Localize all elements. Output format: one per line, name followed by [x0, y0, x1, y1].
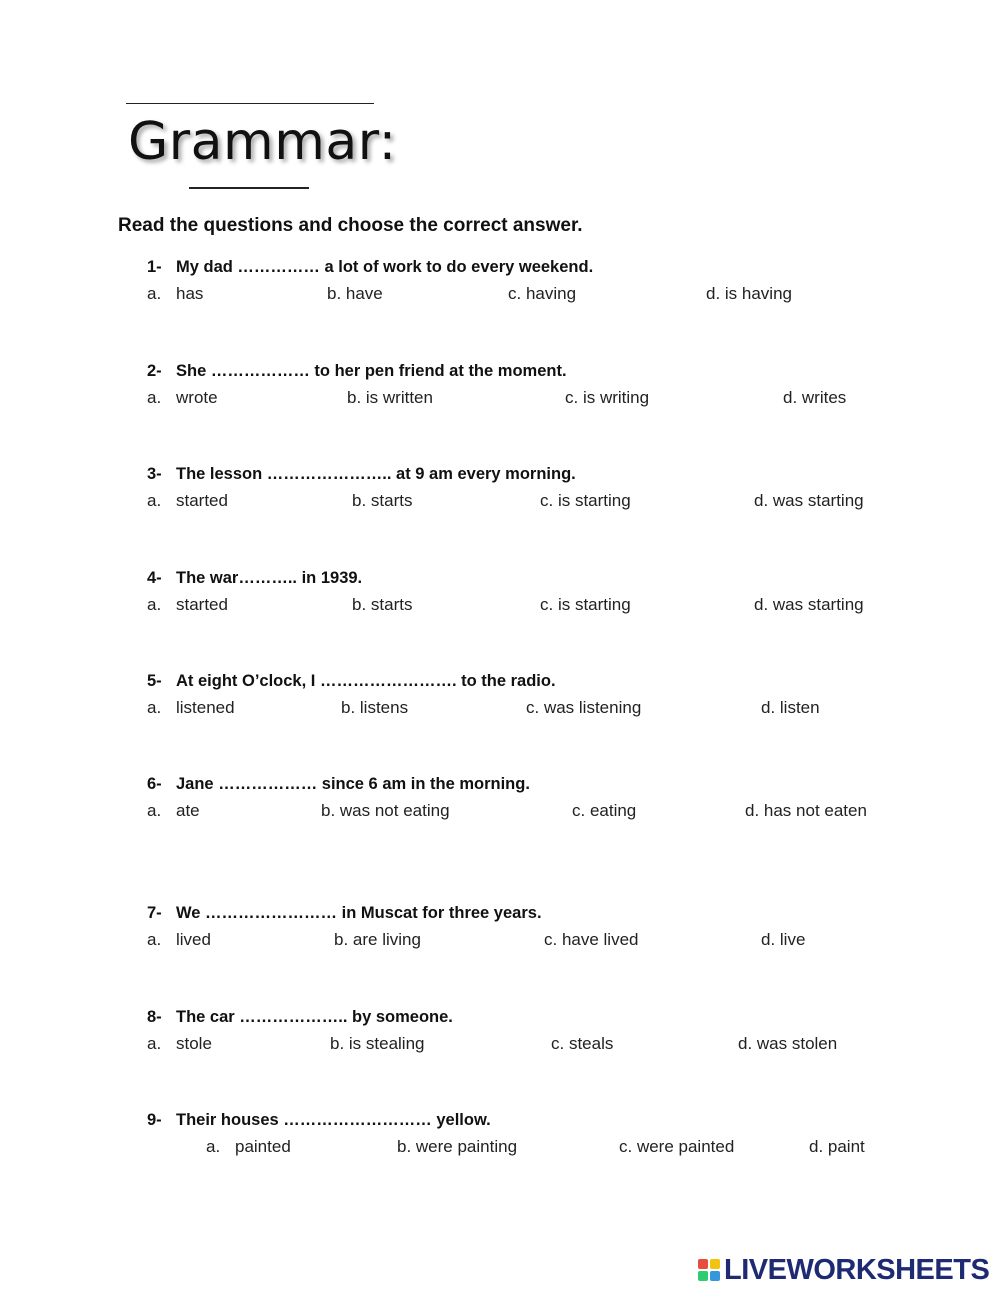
question-number: 3-: [147, 465, 162, 483]
option-c[interactable]: c. was listening: [526, 698, 642, 717]
question-number: 1-: [147, 258, 162, 276]
option-b[interactable]: b. starts: [352, 491, 413, 510]
option-a[interactable]: has: [176, 284, 204, 303]
option-d[interactable]: d. was starting: [754, 491, 864, 510]
option-b[interactable]: b. listens: [341, 698, 409, 717]
option-d[interactable]: d. live: [761, 930, 806, 949]
option-b[interactable]: b. was not eating: [321, 801, 450, 820]
option-b[interactable]: b. were painting: [397, 1137, 518, 1156]
question-number: 4-: [147, 569, 162, 587]
option-b[interactable]: b. are living: [334, 930, 421, 949]
option-a[interactable]: started: [176, 595, 228, 614]
question-3: [0, 465, 1000, 525]
option-a-letter: a.: [206, 1137, 221, 1156]
option-a[interactable]: lived: [176, 930, 211, 949]
question-5: [0, 672, 1000, 732]
question-text: She ……………… to her pen friend at the moment.: [176, 362, 567, 380]
question-2: [0, 362, 1000, 422]
option-a-letter: a.: [147, 595, 162, 614]
question-1: [0, 258, 1000, 318]
question-8: [0, 1008, 1000, 1068]
question-number: 2-: [147, 362, 162, 380]
question-number: 5-: [147, 672, 162, 690]
question-text: Jane ……………… since 6 am in the morning.: [176, 775, 530, 793]
option-d[interactable]: d. listen: [761, 698, 820, 717]
option-a-letter: a.: [147, 698, 162, 717]
question-text: The lesson ………………….. at 9 am every morning.: [176, 465, 576, 483]
liveworksheets-logo-icon: [698, 1259, 720, 1281]
option-a[interactable]: painted: [235, 1137, 291, 1156]
option-a[interactable]: started: [176, 491, 228, 510]
logo-block: [698, 1259, 708, 1269]
option-a-letter: a.: [147, 1034, 162, 1053]
option-a[interactable]: stole: [176, 1034, 212, 1053]
question-text: Their houses ……………………… yellow.: [176, 1111, 491, 1129]
option-d[interactable]: d. is having: [706, 284, 792, 303]
question-9: [0, 1111, 1000, 1171]
option-a[interactable]: wrote: [176, 388, 218, 407]
option-a[interactable]: listened: [176, 698, 235, 717]
question-7: [0, 904, 1000, 964]
question-number: 8-: [147, 1008, 162, 1026]
logo-block: [710, 1259, 720, 1269]
question-text: My dad …………… a lot of work to do every weekend.: [176, 258, 594, 276]
question-text: The car ……………….. by someone.: [176, 1008, 453, 1026]
option-a-letter: a.: [147, 801, 162, 820]
question-text: The war……….. in 1939.: [176, 569, 363, 587]
question-number: 6-: [147, 775, 162, 793]
option-c[interactable]: c. were painted: [619, 1137, 735, 1156]
option-c[interactable]: c. is starting: [540, 595, 631, 614]
option-c[interactable]: c. is starting: [540, 491, 631, 510]
option-b[interactable]: b. is written: [347, 388, 433, 407]
brand-name: LIVEWORKSHEETS: [724, 1253, 990, 1286]
question-6: [0, 775, 1000, 835]
option-d[interactable]: d. has not eaten: [745, 801, 867, 820]
instructions: Read the questions and choose the correct answer.: [118, 215, 583, 236]
option-c[interactable]: c. having: [508, 284, 577, 303]
option-a-letter: a.: [147, 284, 162, 303]
title-underline: [189, 187, 309, 189]
question-4: [0, 569, 1000, 629]
option-c[interactable]: c. is writing: [565, 388, 650, 407]
option-a-letter: a.: [147, 388, 162, 407]
brand-logo[interactable]: [698, 1254, 989, 1286]
logo-block: [698, 1271, 708, 1281]
question-text: We …………………… in Muscat for three years.: [176, 904, 542, 922]
option-d[interactable]: d. was stolen: [738, 1034, 838, 1053]
option-d[interactable]: d. writes: [783, 388, 847, 407]
page-title: Grammar:: [128, 112, 397, 172]
option-a-letter: a.: [147, 491, 162, 510]
option-c[interactable]: c. steals: [551, 1034, 614, 1053]
question-number: 7-: [147, 904, 162, 922]
option-b[interactable]: b. starts: [352, 595, 413, 614]
option-c[interactable]: c. have lived: [544, 930, 639, 949]
logo-block: [710, 1271, 720, 1281]
option-d[interactable]: d. paint: [809, 1137, 865, 1156]
option-d[interactable]: d. was starting: [754, 595, 864, 614]
question-number: 9-: [147, 1111, 162, 1129]
option-c[interactable]: c. eating: [572, 801, 637, 820]
option-b[interactable]: b. is stealing: [330, 1034, 425, 1053]
option-b[interactable]: b. have: [327, 284, 383, 303]
question-text: At eight O’clock, I ……………………. to the radio.: [176, 672, 556, 690]
option-a[interactable]: ate: [176, 801, 200, 820]
option-a-letter: a.: [147, 930, 162, 949]
top-rule: [126, 103, 374, 104]
